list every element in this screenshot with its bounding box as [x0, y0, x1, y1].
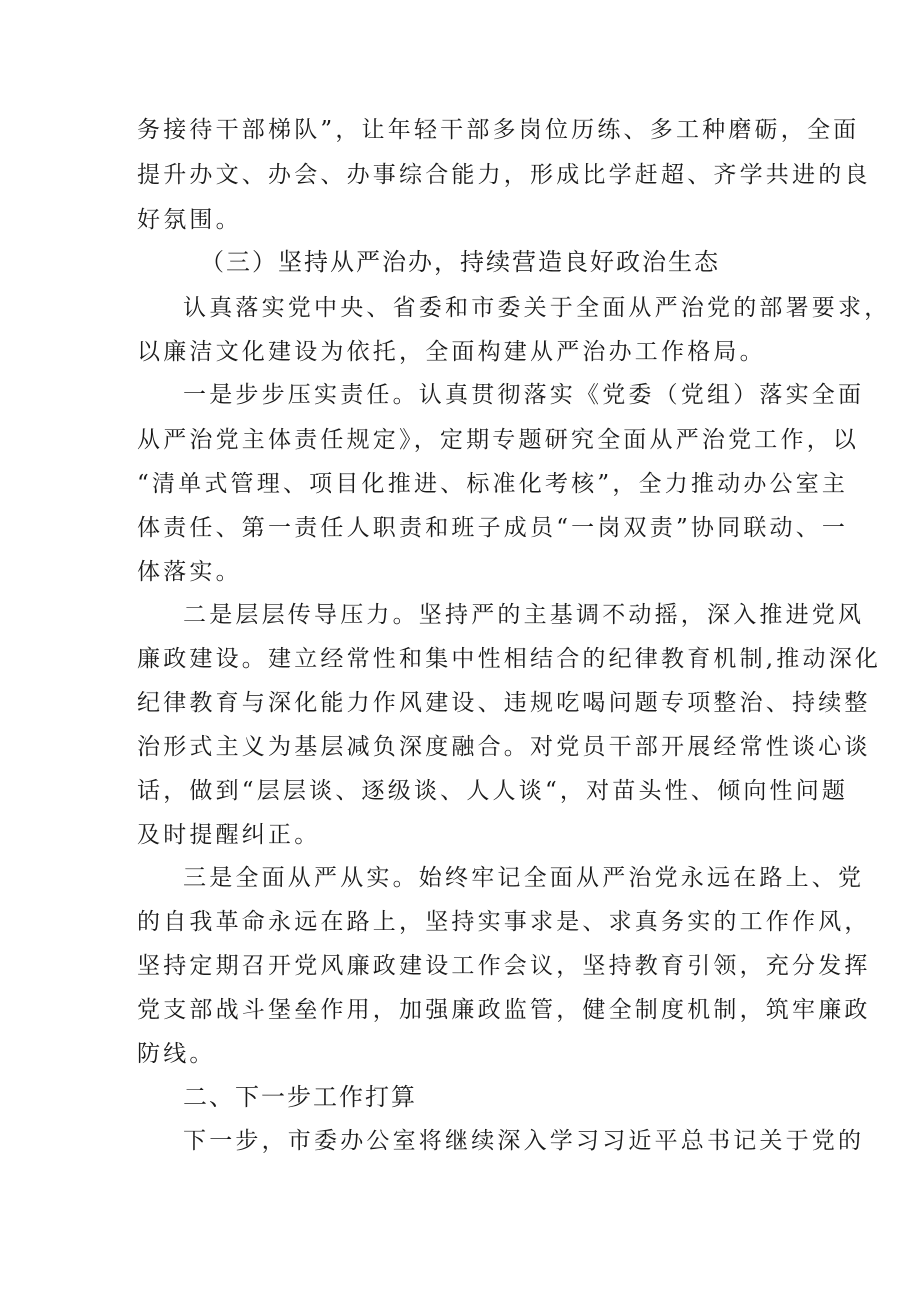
paragraph-line: 党支部战斗堡垒作用，加强廉政监管，健全制度机制，筑牢廉政 — [137, 997, 871, 1023]
paragraph-line: “清单式管理、项目化推进、标准化考核”，全力推动办公室主 — [137, 471, 849, 497]
paragraph-line: 好氛围。 — [137, 207, 242, 233]
paragraph-line: 一是步步压实责任。认真贯彻落实《党委（党组）落实全面 — [183, 382, 865, 408]
paragraph-line: 坚持定期召开党风廉政建设工作会议，坚持教育引领，充分发挥 — [137, 953, 871, 979]
paragraph-line: 二是层层传导压力。坚持严的主基调不动摇，深入推进党风 — [183, 602, 865, 628]
paragraph-line: 廉政建设。建立经常性和集中性相结合的纪律教育机制,推动深化 — [137, 646, 882, 672]
paragraph-line: 以廉洁文化建设为依托，全面构建从严治办工作格局。 — [137, 339, 766, 365]
paragraph-line: 从严治党主体责任规定》，定期专题研究全面从严治党工作，以 — [137, 427, 860, 453]
paragraph-line: 三是全面从严从实。始终牢记全面从严治党永远在路上、党 — [183, 865, 865, 891]
paragraph-line: 体责任、第一责任人职责和班子成员“一岗双责”协同联动、一 — [137, 515, 849, 541]
paragraph-line: 体落实。 — [137, 559, 242, 585]
paragraph-line: 务接待干部梯队”，让年轻干部多岗位历练、多工种磨砺，全面 — [137, 117, 860, 143]
paragraph-line: 下一步，市委办公室将继续深入学习习近平总书记关于党的 — [183, 1128, 865, 1154]
paragraph-line: 治形式主义为基层减负深度融合。对党员干部开展经常性谈心谈 — [137, 734, 871, 760]
section-heading: 二、下一步工作打算 — [183, 1083, 417, 1111]
section-subheading: （三）坚持从严治办，持续营造良好政治生态 — [200, 248, 720, 276]
paragraph-line: 认真落实党中央、省委和市委关于全面从严治党的部署要求， — [183, 295, 891, 321]
paragraph-line: 防线。 — [137, 1041, 216, 1067]
paragraph-line: 及时提醒纠正。 — [137, 822, 321, 848]
paragraph-line: 纪律教育与深化能力作风建设、违规吃喝问题专项整治、持续整 — [137, 690, 871, 716]
paragraph-line: 的自我革命永远在路上，坚持实事求是、求真务实的工作作风， — [137, 909, 871, 935]
paragraph-line: 话，做到“层层谈、逐级谈、人人谈“，对苗头性、倾向性问题 — [137, 778, 849, 804]
paragraph-line: 提升办文、办会、办事综合能力，形成比学赶超、齐学共进的良 — [137, 162, 871, 188]
